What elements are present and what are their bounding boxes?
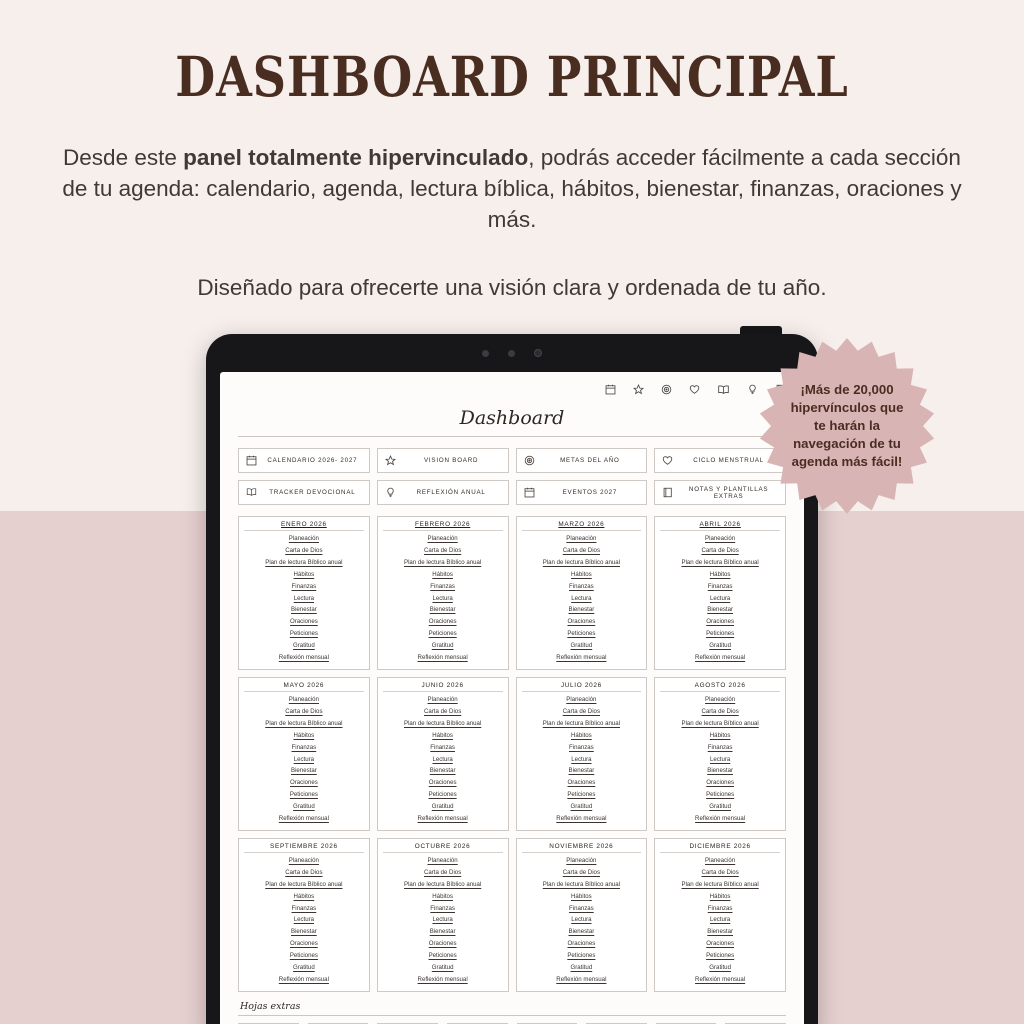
month-title[interactable]: ENERO 2026	[244, 521, 364, 531]
month-link-list	[660, 694, 780, 825]
month-link-item[interactable]: Bienestar	[568, 767, 595, 775]
month-link-item[interactable]: Plan de lectura Bíblico anual	[542, 719, 620, 727]
month-link-item[interactable]: Carta de Dios	[562, 707, 600, 715]
month-link-item[interactable]: Lectura	[571, 755, 592, 763]
month-link-item[interactable]: Carta de Dios	[423, 707, 462, 715]
month-link-list	[660, 533, 780, 664]
month-link-item[interactable]: Reflexión mensual	[278, 976, 329, 983]
month-card	[654, 677, 786, 831]
calendar-icon	[524, 487, 535, 498]
month-link-item[interactable]: Oraciones	[706, 779, 735, 787]
month-link-item[interactable]: Oraciones	[567, 618, 596, 626]
page-title: DASHBOARD PRINCIPAL	[175, 44, 849, 109]
month-card	[654, 838, 786, 992]
month-link-item[interactable]: Plan de lectura Bíblico anual	[542, 880, 620, 888]
month-link-item[interactable]: Finanzas	[430, 743, 455, 751]
month-link-item[interactable]: Oraciones	[706, 618, 735, 626]
intro-text-2: , podrás acceder fácilmente a cada sección de tu agenda: calendario, agenda, lectura bíblica, hábitos, bienestar, finanzas, oraciones y más.	[62, 145, 962, 232]
month-title[interactable]: MARZO 2026	[522, 521, 642, 531]
badge-text: ¡Más de 20,000 hipervínculos que te harán la navegación de tu agenda más fácil!	[790, 382, 904, 469]
quick-link-button[interactable]	[516, 448, 648, 473]
month-link-item[interactable]: Plan de lectura Bíblico anual	[404, 558, 482, 566]
month-link-item[interactable]: Finanzas	[569, 743, 594, 751]
month-link-item[interactable]: Peticiones	[706, 952, 735, 960]
month-link-item[interactable]: Carta de Dios	[701, 868, 739, 876]
month-link-item[interactable]: Hábitos	[571, 892, 592, 900]
month-link-item[interactable]: Planeación	[288, 535, 319, 542]
month-link-list	[522, 694, 642, 825]
star-icon[interactable]	[633, 384, 644, 395]
target-icon[interactable]	[661, 384, 672, 395]
month-link-item[interactable]: Lectura	[293, 755, 315, 763]
month-link-item[interactable]: Hábitos	[571, 570, 592, 578]
month-link-item[interactable]: Oraciones	[289, 779, 318, 787]
month-link-item[interactable]: Carta de Dios	[423, 868, 462, 876]
promo-badge	[757, 336, 937, 516]
month-link-item[interactable]: Bienestar	[707, 606, 733, 614]
month-card	[377, 677, 509, 831]
quick-link-label: EVENTOS 2027	[562, 489, 618, 496]
month-link-item[interactable]: Finanzas	[291, 582, 317, 590]
month-link-item[interactable]: Planeación	[566, 535, 597, 542]
month-link-item[interactable]: Bienestar	[291, 606, 317, 614]
month-link-item[interactable]: Reflexión mensual	[556, 654, 607, 662]
month-link-list	[660, 855, 780, 986]
month-link-item[interactable]: Lectura	[432, 755, 453, 763]
month-link-item[interactable]: Bienestar	[707, 767, 733, 775]
quick-link-label: TRACKER DEVOCIONAL	[269, 489, 356, 496]
month-link-list	[383, 533, 503, 664]
month-link-item[interactable]: Finanzas	[291, 743, 317, 751]
month-link-item[interactable]: Plan de lectura Bíblico anual	[681, 558, 759, 566]
quick-link-button[interactable]	[377, 448, 509, 473]
month-link-item[interactable]: Lectura	[571, 916, 592, 924]
book-icon[interactable]	[717, 384, 730, 395]
month-card	[377, 516, 509, 670]
month-link-item[interactable]: Gratitud	[293, 642, 315, 650]
month-link-item[interactable]: Plan de lectura Bíblico anual	[542, 558, 620, 566]
month-link-item[interactable]: Lectura	[293, 594, 315, 602]
month-link-item[interactable]: Gratitud	[709, 642, 731, 650]
quick-link-button[interactable]	[516, 480, 648, 505]
month-link-item[interactable]: Gratitud	[570, 803, 593, 811]
month-link-item[interactable]: Hábitos	[432, 731, 453, 739]
month-link-item[interactable]: Hábitos	[432, 892, 453, 900]
quick-link-label: NOTAS Y PLANTILLAS EXTRAS	[688, 485, 769, 500]
quick-link-label: METAS DEL AÑO	[560, 457, 620, 464]
month-link-item[interactable]: Gratitud	[431, 803, 454, 811]
month-link-list	[244, 855, 364, 986]
month-link-item[interactable]: Plan de lectura Bíblico anual	[681, 880, 759, 888]
month-link-item[interactable]: Carta de Dios	[285, 868, 323, 876]
month-link-item[interactable]: Peticiones	[289, 791, 318, 799]
month-link-item[interactable]: Carta de Dios	[285, 707, 323, 715]
month-link-item[interactable]: Reflexión mensual	[556, 815, 607, 823]
month-link-item[interactable]: Hábitos	[571, 731, 592, 739]
month-link-item[interactable]: Gratitud	[570, 964, 593, 972]
month-link-item[interactable]: Lectura	[432, 594, 453, 602]
month-link-item[interactable]: Planeación	[427, 856, 458, 864]
month-link-item[interactable]: Reflexión mensual	[417, 815, 468, 823]
month-link-item[interactable]: Planeación	[705, 856, 736, 864]
month-link-item[interactable]: Bienestar	[429, 606, 456, 614]
month-link-item[interactable]: Gratitud	[431, 964, 454, 972]
month-link-item[interactable]: Reflexión mensual	[278, 654, 329, 662]
month-link-item[interactable]: Peticiones	[567, 630, 596, 638]
month-link-item[interactable]: Planeación	[705, 535, 736, 542]
camera-icon	[534, 349, 542, 357]
month-link-item[interactable]: Oraciones	[289, 940, 318, 948]
month-link-item[interactable]: Planeación	[427, 695, 458, 703]
month-link-list	[383, 694, 503, 825]
tablet-camera-row	[206, 349, 818, 357]
month-link-item[interactable]: Gratitud	[293, 964, 315, 972]
month-link-item[interactable]: Peticiones	[289, 630, 318, 638]
month-link-item[interactable]: Oraciones	[289, 618, 318, 626]
dashboard-heading: Dashboard	[459, 407, 565, 429]
month-link-item[interactable]: Reflexión mensual	[695, 654, 746, 662]
book-icon	[246, 487, 257, 498]
month-link-item[interactable]: Carta de Dios	[285, 546, 323, 554]
month-link-item[interactable]: Lectura	[709, 594, 731, 602]
sensor-dot-icon	[508, 350, 515, 357]
month-link-list	[383, 855, 503, 986]
sensor-dot-icon	[482, 350, 489, 357]
month-link-item[interactable]: Reflexión mensual	[556, 976, 607, 983]
month-link-item[interactable]: Peticiones	[428, 791, 457, 799]
month-link-item[interactable]: Peticiones	[706, 630, 735, 638]
month-link-item[interactable]: Plan de lectura Bíblico anual	[265, 880, 343, 888]
month-link-item[interactable]: Gratitud	[431, 642, 454, 650]
month-link-item[interactable]: Plan de lectura Bíblico anual	[404, 719, 482, 727]
month-card	[238, 838, 370, 992]
month-card	[377, 838, 509, 992]
month-link-item[interactable]: Oraciones	[428, 940, 457, 948]
month-link-item[interactable]: Plan de lectura Bíblico anual	[681, 719, 759, 727]
month-title[interactable]: SEPTIEMBRE 2026	[244, 843, 364, 853]
month-title[interactable]: NOVIEMBRE 2026	[522, 843, 642, 853]
month-link-item[interactable]: Peticiones	[289, 952, 318, 960]
month-link-item[interactable]: Bienestar	[291, 928, 317, 936]
month-link-item[interactable]: Planeación	[288, 856, 319, 864]
month-link-item[interactable]: Peticiones	[428, 630, 457, 638]
month-link-item[interactable]: Oraciones	[706, 940, 735, 948]
notebook-icon	[662, 487, 673, 498]
month-link-item[interactable]: Gratitud	[709, 964, 731, 972]
month-link-item[interactable]: Oraciones	[567, 779, 596, 787]
month-link-item[interactable]: Plan de lectura Bíblico anual	[265, 719, 343, 727]
quick-link-label: VISION BOARD	[423, 457, 479, 464]
month-link-item[interactable]: Reflexión mensual	[695, 976, 746, 983]
month-link-item[interactable]: Carta de Dios	[701, 707, 739, 715]
month-link-item[interactable]: Planeación	[288, 695, 319, 703]
month-link-list	[522, 533, 642, 664]
month-link-item[interactable]: Finanzas	[569, 582, 594, 590]
target-icon	[524, 455, 535, 466]
month-link-item[interactable]: Carta de Dios	[562, 546, 600, 554]
month-link-item[interactable]: Planeación	[566, 856, 597, 864]
month-link-item[interactable]: Finanzas	[707, 743, 733, 751]
month-link-item[interactable]: Reflexión mensual	[695, 815, 746, 823]
month-link-item[interactable]: Hábitos	[709, 731, 731, 739]
month-link-item[interactable]: Plan de lectura Bíblico anual	[265, 558, 343, 566]
month-title[interactable]: OCTUBRE 2026	[383, 843, 503, 853]
month-card	[238, 516, 370, 670]
month-link-item[interactable]: Oraciones	[567, 940, 596, 948]
month-link-item[interactable]: Lectura	[571, 594, 592, 602]
month-link-item[interactable]: Hábitos	[293, 892, 315, 900]
month-link-list	[244, 533, 364, 664]
quick-link-label: CALENDARIO 2026- 2027	[267, 457, 358, 464]
calendar-icon	[246, 455, 257, 466]
month-link-item[interactable]: Planeación	[705, 695, 736, 703]
month-card	[516, 516, 648, 670]
month-link-item[interactable]: Finanzas	[707, 582, 733, 590]
month-link-item[interactable]: Carta de Dios	[423, 546, 462, 554]
month-title[interactable]: FEBRERO 2026	[383, 521, 503, 531]
heart-icon	[662, 455, 673, 466]
month-link-item[interactable]: Oraciones	[428, 618, 457, 626]
extras-heading: Hojas extras	[240, 1000, 301, 1012]
month-link-item[interactable]: Finanzas	[569, 904, 594, 912]
month-link-item[interactable]: Peticiones	[706, 791, 735, 799]
screen-toolbar	[220, 372, 804, 399]
month-link-item[interactable]: Reflexión mensual	[417, 654, 468, 662]
month-link-item[interactable]: Lectura	[709, 916, 731, 924]
intro-text-bold: panel totalmente hipervinculado	[183, 145, 529, 170]
month-link-item[interactable]: Planeación	[566, 695, 597, 703]
month-link-item[interactable]: Plan de lectura Bíblico anual	[404, 880, 482, 888]
quick-link-label: CICLO MENSTRUAL	[693, 457, 765, 464]
heading-divider	[238, 436, 786, 437]
month-card	[516, 677, 648, 831]
month-link-item[interactable]: Bienestar	[568, 606, 595, 614]
month-link-item[interactable]: Bienestar	[568, 928, 595, 936]
bulb-icon	[385, 487, 396, 498]
month-link-item[interactable]: Peticiones	[567, 952, 596, 960]
month-link-item[interactable]: Lectura	[293, 916, 315, 924]
month-title[interactable]: ABRIL 2026	[660, 521, 780, 531]
month-links-grid	[238, 516, 786, 992]
quick-links-grid	[238, 448, 786, 505]
month-link-list	[244, 694, 364, 825]
month-link-item[interactable]: Finanzas	[291, 904, 317, 912]
tablet-screen	[220, 372, 804, 1024]
month-link-item[interactable]: Hábitos	[293, 731, 315, 739]
month-card	[654, 516, 786, 670]
month-link-item[interactable]: Finanzas	[430, 904, 455, 912]
month-title[interactable]: MAYO 2026	[244, 682, 364, 692]
month-link-item[interactable]: Bienestar	[291, 767, 317, 775]
month-link-item[interactable]: Bienestar	[429, 928, 456, 936]
month-link-list	[522, 855, 642, 986]
tablet-device	[206, 334, 818, 1024]
month-link-item[interactable]: Gratitud	[293, 803, 315, 811]
month-title[interactable]: AGOSTO 2026	[660, 682, 780, 692]
month-title[interactable]: JULIO 2026	[522, 682, 642, 692]
month-link-item[interactable]: Carta de Dios	[562, 868, 600, 876]
month-link-item[interactable]: Reflexión mensual	[278, 815, 329, 823]
month-link-item[interactable]: Bienestar	[707, 928, 733, 936]
month-link-item[interactable]: Peticiones	[567, 791, 596, 799]
quick-link-button[interactable]	[238, 480, 370, 505]
month-link-item[interactable]: Finanzas	[430, 582, 455, 590]
month-card	[516, 838, 648, 992]
star-icon	[385, 455, 396, 466]
quick-link-button[interactable]	[238, 448, 370, 473]
month-title[interactable]: DICIEMBRE 2026	[660, 843, 780, 853]
intro-paragraph	[62, 142, 962, 235]
month-link-item[interactable]: Reflexión mensual	[417, 976, 468, 983]
month-link-item[interactable]: Lectura	[709, 755, 731, 763]
heart-icon[interactable]	[689, 384, 700, 395]
month-link-item[interactable]: Gratitud	[709, 803, 731, 811]
month-link-item[interactable]: Hábitos	[432, 570, 453, 578]
extras-divider	[238, 1015, 786, 1016]
month-link-item[interactable]: Hábitos	[293, 570, 315, 578]
month-link-item[interactable]: Hábitos	[709, 892, 731, 900]
month-link-item[interactable]: Bienestar	[429, 767, 456, 775]
quick-link-button[interactable]	[377, 480, 509, 505]
month-link-item[interactable]: Gratitud	[570, 642, 593, 650]
month-link-item[interactable]: Finanzas	[707, 904, 733, 912]
calendar-icon[interactable]	[605, 384, 616, 395]
month-link-item[interactable]: Oraciones	[428, 779, 457, 787]
month-link-item[interactable]: Peticiones	[428, 952, 457, 960]
month-link-item[interactable]: Hábitos	[709, 570, 731, 578]
month-link-item[interactable]: Lectura	[432, 916, 453, 924]
intro-paragraph-2: Diseñado para ofrecerte una visión clara y ordenada de tu año.	[197, 275, 827, 300]
month-link-item[interactable]: Carta de Dios	[701, 546, 739, 554]
intro-text-1: Desde este	[63, 145, 184, 170]
quick-link-label: REFLEXIÓN ANUAL	[416, 489, 486, 496]
month-title[interactable]: JUNIO 2026	[383, 682, 503, 692]
month-card	[238, 677, 370, 831]
month-link-item[interactable]: Planeación	[427, 535, 458, 542]
